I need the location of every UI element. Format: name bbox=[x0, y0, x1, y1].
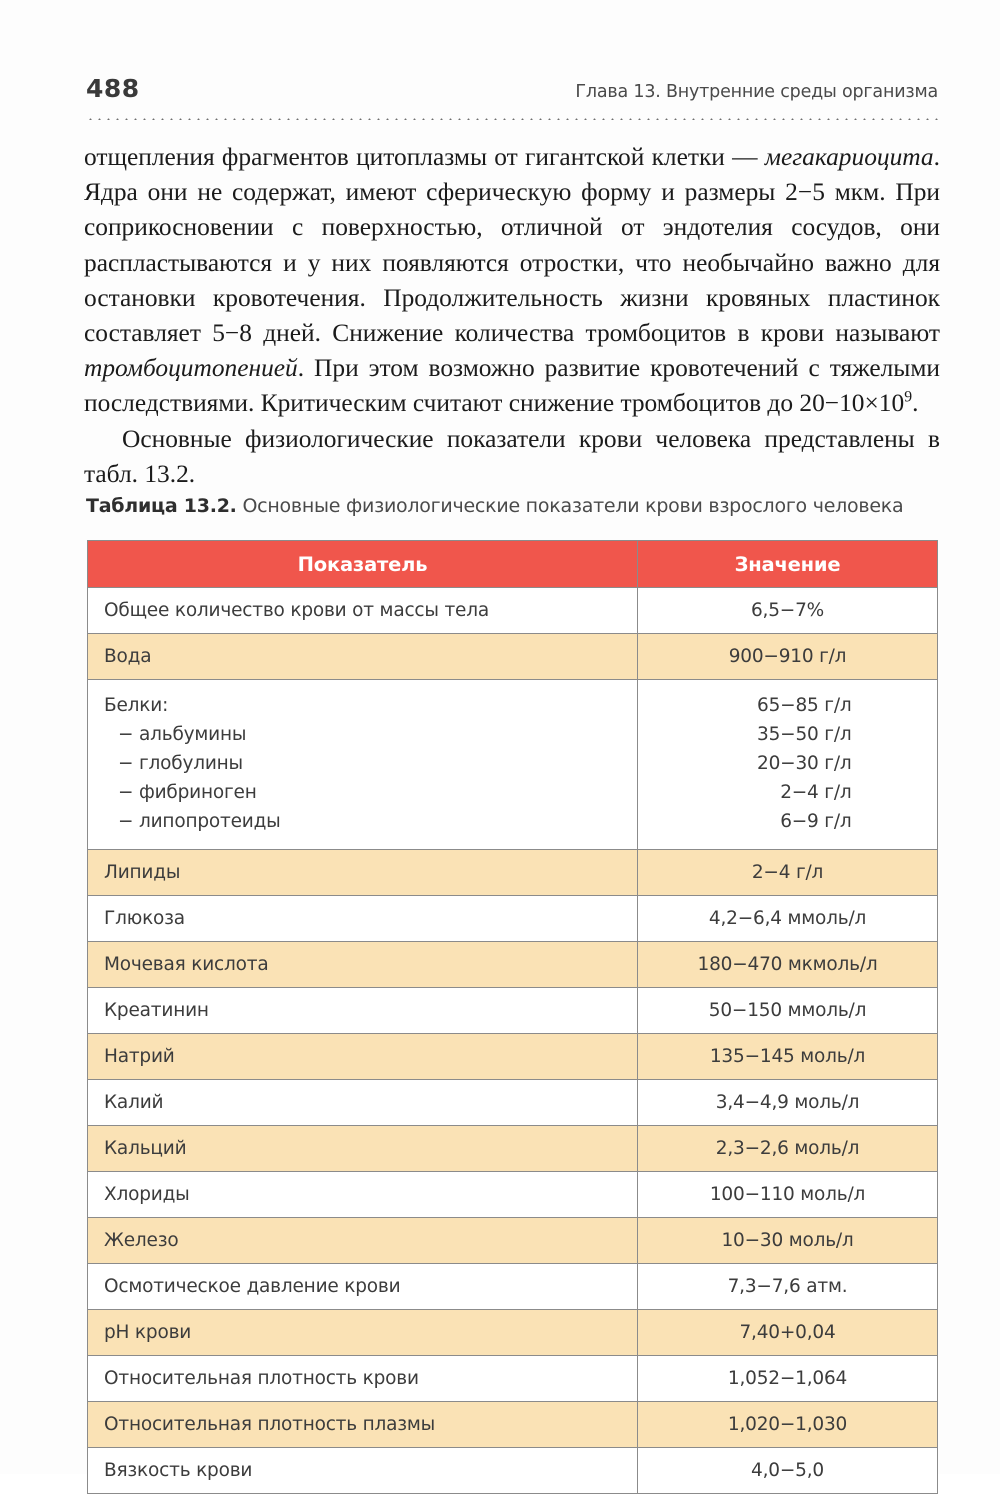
body-text bbox=[84, 140, 940, 492]
table-row bbox=[88, 1356, 938, 1402]
table-row bbox=[88, 1080, 938, 1126]
table-row bbox=[88, 850, 938, 896]
cell-value: 4,0−5,0 bbox=[638, 1448, 938, 1494]
table-row bbox=[88, 1172, 938, 1218]
cell-value: 7,40+0,04 bbox=[638, 1310, 938, 1356]
table-row bbox=[88, 1218, 938, 1264]
table-caption-text: Основные физиологические показатели крови взрослого человека bbox=[236, 495, 904, 517]
cell-value: 7,3−7,6 атм. bbox=[638, 1264, 938, 1310]
cell-value: 100−110 моль/л bbox=[638, 1172, 938, 1218]
table-row bbox=[88, 1402, 938, 1448]
cell-parameter: Хлориды bbox=[88, 1172, 638, 1218]
cell-parameter: Натрий bbox=[88, 1034, 638, 1080]
cell-value: 4,2−6,4 ммоль/л bbox=[638, 896, 938, 942]
cell-parameter: Вязкость крови bbox=[88, 1448, 638, 1494]
cell-parameter: Относительная плотность плазмы bbox=[88, 1402, 638, 1448]
cell-value: 1,052−1,064 bbox=[638, 1356, 938, 1402]
table-row bbox=[88, 988, 938, 1034]
value-line: 2−4 г/л bbox=[780, 782, 852, 803]
cell-value: 2−4 г/л bbox=[638, 850, 938, 896]
cell-value: 135−145 моль/л bbox=[638, 1034, 938, 1080]
cell-parameter: Мочевая кислота bbox=[88, 942, 638, 988]
cell-value: 900−910 г/л bbox=[638, 634, 938, 680]
cell-parameter: Калий bbox=[88, 1080, 638, 1126]
value-line: 65−85 г/л bbox=[757, 695, 852, 716]
table-row bbox=[88, 1264, 938, 1310]
chapter-title: Глава 13. Внутренние среды организма bbox=[575, 82, 938, 102]
cell-parameter: Осмотическое давление крови bbox=[88, 1264, 638, 1310]
parameter-sub-item: − глобулины bbox=[118, 753, 243, 774]
column-header-parameter: Показатель bbox=[88, 541, 638, 588]
value-line: 6−9 г/л bbox=[780, 811, 852, 832]
cell-value: 10−30 моль/л bbox=[638, 1218, 938, 1264]
table-row bbox=[88, 896, 938, 942]
cell-parameter: Вода bbox=[88, 634, 638, 680]
blood-parameters-table bbox=[87, 540, 938, 1494]
table-caption-label: Таблица 13.2. bbox=[86, 495, 237, 517]
cell-parameter: Липиды bbox=[88, 850, 638, 896]
table-row bbox=[88, 1310, 938, 1356]
value-line: 20−30 г/л bbox=[757, 753, 852, 774]
header-dotted-rule bbox=[86, 117, 938, 120]
paragraph-platelets: отщепления фрагментов цитоплазмы от гигантской клетки — мегакариоцита. Ядра они не содержат, имеют сферическую форму и размеры 2−5 мкм. При соприкосновении с поверхностью, отличной от эндотелия сосудов, они распластываются и у них появляются отростки, что необычайно важно для остановки кровотечения. Продолжительность жизни кровяных пластинок составляет 5−8 дней. Снижение количества тромбоцитов в крови называют тромбоцитопенией. При этом возможно развитие кровотечений с тяжелыми последствиями. Критическим считают снижение тромбоцитов до $20-10\times 10^9$. bbox=[84, 143, 940, 418]
page-number: 488 bbox=[86, 74, 140, 103]
parameter-sub-item: − альбумины bbox=[118, 724, 247, 745]
paragraph-table-reference: Основные физиологические показатели крови человека представлены в табл. 13.2. bbox=[84, 424, 940, 488]
cell-value bbox=[638, 680, 938, 850]
table-row bbox=[88, 942, 938, 988]
value-line: 35−50 г/л bbox=[757, 724, 852, 745]
table-row bbox=[88, 588, 938, 634]
cell-parameter: рН крови bbox=[88, 1310, 638, 1356]
cell-parameter: Креатинин bbox=[88, 988, 638, 1034]
cell-value: 2,3−2,6 моль/л bbox=[638, 1126, 938, 1172]
value-group bbox=[724, 691, 852, 836]
table-header-row bbox=[88, 541, 938, 588]
cell-value: 50−150 ммоль/л bbox=[638, 988, 938, 1034]
cell-parameter bbox=[88, 680, 638, 850]
cell-parameter: Железо bbox=[88, 1218, 638, 1264]
cell-value: 1,020−1,030 bbox=[638, 1402, 938, 1448]
cell-value: 180−470 мкмоль/л bbox=[638, 942, 938, 988]
cell-value: 3,4−4,9 моль/л bbox=[638, 1080, 938, 1126]
table-row bbox=[88, 1448, 938, 1494]
cell-value: 6,5−7% bbox=[638, 588, 938, 634]
column-header-value: Значение bbox=[638, 541, 938, 588]
table-body bbox=[88, 588, 938, 1494]
cell-parameter: Общее количество крови от массы тела bbox=[88, 588, 638, 634]
parameter-sub-item: − фибриноген bbox=[118, 782, 257, 803]
running-head bbox=[86, 74, 938, 108]
parameter-group-label: Белки: bbox=[104, 695, 169, 716]
table-row bbox=[88, 680, 938, 850]
cell-parameter: Глюкоза bbox=[88, 896, 638, 942]
cell-parameter: Кальций bbox=[88, 1126, 638, 1172]
table-row bbox=[88, 1034, 938, 1080]
table-row bbox=[88, 634, 938, 680]
table-caption bbox=[86, 495, 946, 517]
parameter-sub-item: − липопротеиды bbox=[118, 811, 281, 832]
cell-parameter: Относительная плотность крови bbox=[88, 1356, 638, 1402]
table-row bbox=[88, 1126, 938, 1172]
